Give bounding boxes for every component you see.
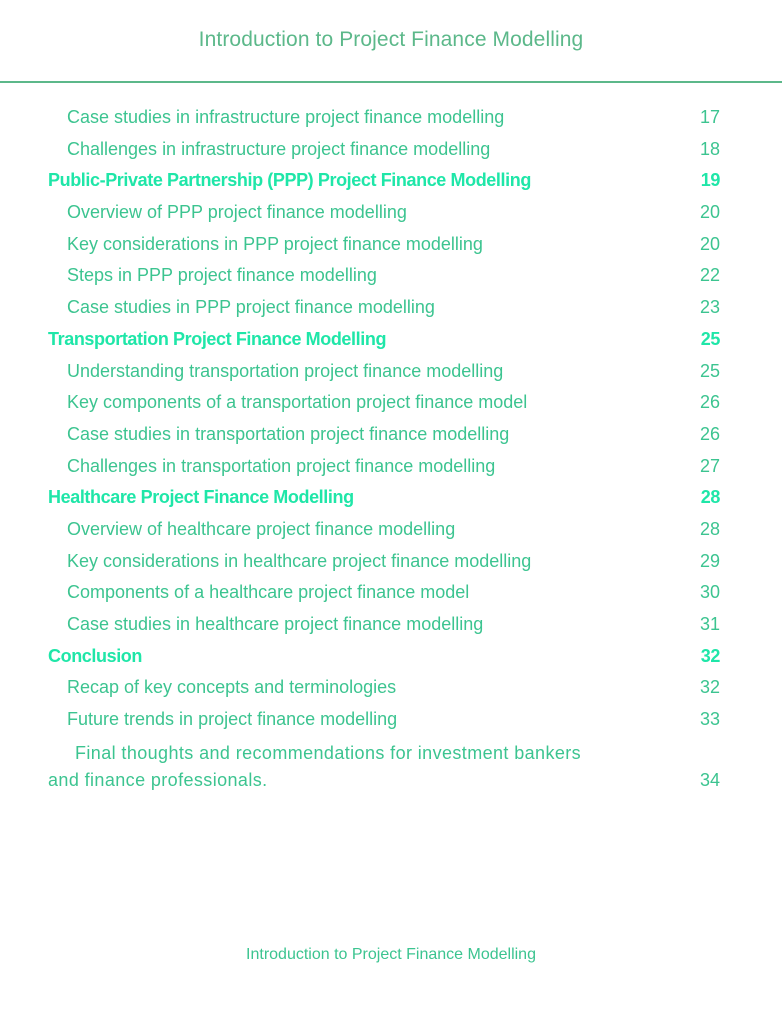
toc-entry-title: Case studies in healthcare project finance modelling (67, 614, 484, 634)
toc-entry-title: Recap of key concepts and terminologies (67, 677, 397, 698)
toc-entry-page-number: 25 (699, 360, 720, 381)
toc-entry-title: Case studies in PPP project finance modelling (67, 297, 435, 318)
toc-section-entry[interactable] (48, 419, 720, 451)
page-footer-title: Introduction to Project Finance Modelling (246, 946, 536, 963)
toc-entry-title: Challenges in infrastructure project finance modelling (67, 138, 491, 159)
toc-entry-page-number: 18 (699, 138, 720, 159)
toc-entry-title: Key considerations in healthcare project finance modelling (67, 550, 532, 571)
table-of-contents (48, 102, 720, 794)
toc-entry-page-number: 32 (700, 645, 720, 666)
toc-section-entry[interactable] (48, 102, 720, 134)
toc-entry-page-number: 17 (699, 107, 720, 127)
toc-chapter-entry[interactable] (48, 324, 720, 356)
toc-entry-page-number: 30 (699, 582, 720, 603)
toc-entry-title: Components of a healthcare project finance model (67, 582, 470, 603)
toc-entry-page-number: 23 (699, 297, 720, 318)
toc-entry-title: Key components of a transportation project finance model (67, 392, 528, 413)
toc-entry-title: Conclusion (48, 645, 142, 666)
toc-entry-title: Understanding transportation project finance modelling (67, 360, 504, 381)
toc-section-entry[interactable] (48, 197, 720, 229)
page-header-title: Introduction to Project Finance Modelling (198, 28, 584, 51)
toc-section-entry[interactable] (48, 260, 720, 292)
toc-chapter-entry[interactable] (48, 641, 720, 673)
header-divider (0, 81, 782, 83)
toc-entry-page-number: 31 (699, 614, 720, 634)
toc-entry-title: Public-Private Partnership (PPP) Project Finance Modelling (48, 170, 531, 191)
toc-section-entry[interactable] (48, 577, 720, 609)
toc-entry-page-number: 19 (700, 170, 720, 191)
toc-entry-title: Case studies in transportation project finance modelling (67, 423, 510, 444)
toc-chapter-entry[interactable] (48, 482, 720, 514)
toc-section-entry[interactable] (48, 451, 720, 483)
toc-entry-page-number: 34 (699, 769, 720, 790)
toc-section-entry[interactable] (48, 134, 720, 166)
toc-entry-page-number: 32 (699, 677, 720, 698)
toc-section-entry[interactable] (48, 609, 720, 641)
toc-entry-page-number: 27 (699, 455, 720, 476)
toc-section-entry[interactable] (48, 672, 720, 704)
toc-entry-title: Transportation Project Finance Modelling (48, 328, 387, 349)
toc-entry-title: Healthcare Project Finance Modelling (48, 487, 354, 508)
toc-section-entry[interactable] (48, 292, 720, 324)
toc-entry-page-number: 28 (700, 487, 720, 508)
toc-section-entry[interactable] (48, 229, 720, 261)
toc-entry-page-number: 28 (699, 518, 720, 539)
toc-entry-title: Final thoughts and recommendations for investment bankers and finance professionals. (48, 742, 582, 790)
toc-entry-page-number: 20 (699, 202, 720, 223)
toc-entry-page-number: 33 (699, 709, 720, 730)
toc-entry-title: Future trends in project finance modelling (67, 709, 398, 730)
toc-entry-page-number: 25 (700, 328, 720, 349)
toc-section-entry[interactable] (48, 740, 720, 794)
toc-entry-title: Case studies in infrastructure project finance modelling (67, 107, 505, 127)
toc-entry-title: Overview of PPP project finance modelling (67, 202, 407, 223)
toc-section-entry[interactable] (48, 704, 720, 736)
toc-entry-title: Steps in PPP project finance modelling (67, 265, 377, 286)
toc-section-entry[interactable] (48, 514, 720, 546)
toc-entry-page-number: 29 (699, 550, 720, 571)
toc-entry-page-number: 26 (699, 423, 720, 444)
toc-section-entry[interactable] (48, 546, 720, 578)
toc-entry-title: Challenges in transportation project finance modelling (67, 455, 496, 476)
toc-entry-title: Overview of healthcare project finance modelling (67, 518, 456, 539)
toc-section-entry[interactable] (48, 387, 720, 419)
toc-entry-page-number: 20 (699, 233, 720, 254)
toc-chapter-entry[interactable] (48, 165, 720, 197)
toc-entry-page-number: 22 (699, 265, 720, 286)
toc-section-entry[interactable] (48, 356, 720, 388)
toc-entry-title: Key considerations in PPP project finance modelling (67, 233, 483, 254)
toc-entry-page-number: 26 (699, 392, 720, 413)
